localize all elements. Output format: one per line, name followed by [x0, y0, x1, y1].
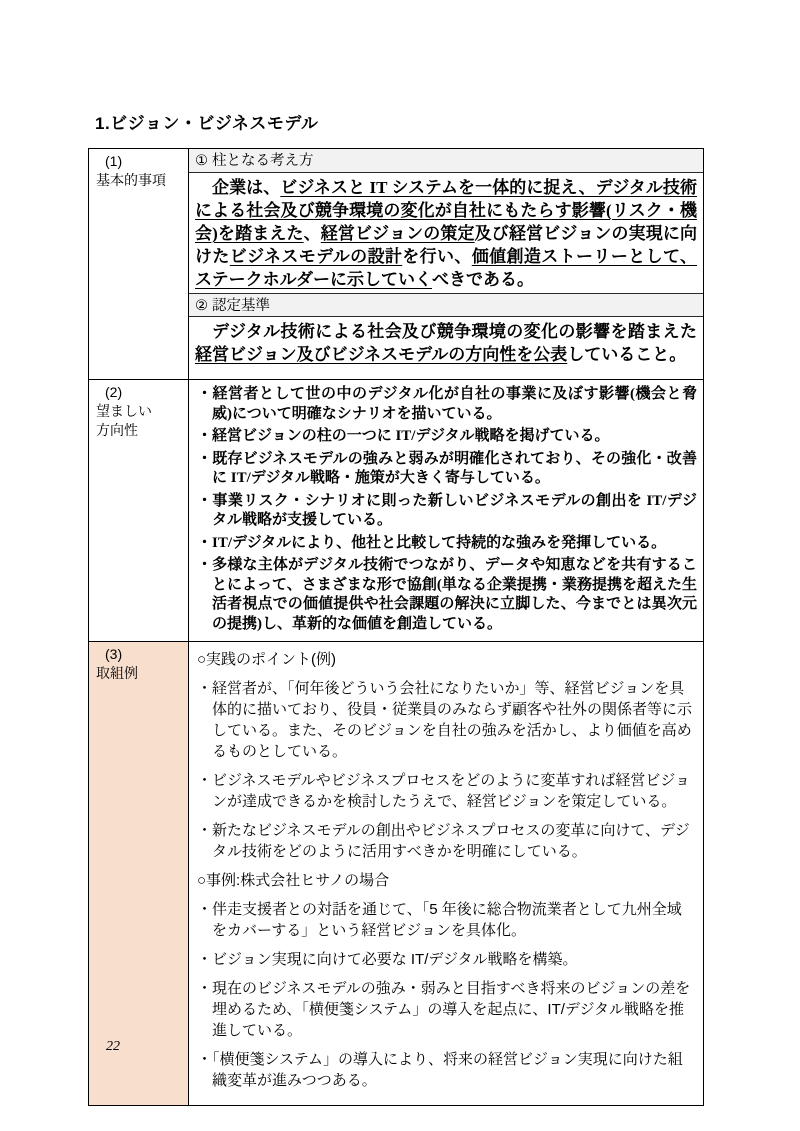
section-heading: ○事例:株式会社ヒサノの場合 — [197, 872, 390, 889]
bullet-item: ・多様な主体がデジタル技術でつながり、データや知恵などを共有することによって、さまざまな形で協創(単なる企業提携・業務提携を超えた生活者視点での価値提供や社会課題の解決に立脚した、今までとは異次元の提携)し、革新的な価値を創造している。 — [197, 557, 697, 632]
bullet-item: ・経営ビジョンの柱の一つに IT/デジタル戦略を掲げている。 — [197, 428, 610, 444]
bullet-item: ・経営者が、「何年後どういう会社になりたいか」等、経営ビジョンを具体的に描いており、役員・従業員のみならず顧客や社外の関係者等に示している。また、そのビジョンを自社の強みを活かし、より価値を高めるものとしている。 — [197, 680, 693, 760]
desirable-direction-content — [189, 380, 703, 641]
certification-criteria-body — [189, 317, 703, 379]
table-row-initiative-examples — [89, 641, 703, 1105]
bullet-item: ・経営者として世の中のデジタル化が自社の事業に及ぼす影響(機会と脅威)について明確なシナリオを描いている。 — [197, 386, 697, 422]
row-label-desirable-direction — [89, 380, 189, 641]
core-concept-paragraph — [195, 176, 697, 291]
row-label-initiative-examples — [89, 642, 189, 1105]
row-label-number: (1) — [105, 153, 123, 169]
underlined-text: ビジネスと IT システムを一体的に捉え、デジタル技術による社会及び競争環境の変化が自社にもたらす影響(リスク・機会)を踏まえた — [195, 178, 698, 243]
row-label-text: 基本的事項 — [96, 172, 166, 188]
table-row-basic-matters — [89, 149, 703, 379]
subheader-certification-criteria: ② 認定基準 — [189, 293, 703, 317]
plain-text: 、 — [303, 224, 321, 243]
bullet-item: ・既存ビジネスモデルの強みと弱みが明確化されており、その強化・改善に IT/デジタル戦略・施策が大きく寄与している。 — [197, 450, 697, 486]
bullet-item: ・事業リスク・シナリオに則った新しいビジネスモデルの創出を IT/デジタル戦略が支援している。 — [197, 492, 697, 528]
initiative-examples-list — [189, 642, 703, 1105]
row-label-text: 方向性 — [96, 422, 138, 438]
underlined-text: 経営ビジョン及びビジネスモデルの方向性を公表 — [195, 345, 568, 364]
row-label-text: 取組例 — [96, 665, 138, 681]
underlined-text: 経営ビジョンの策定 — [320, 224, 475, 243]
plain-text: 及び経営ビジョンの実現に向けた — [195, 224, 697, 266]
initiative-examples-content — [189, 642, 703, 1105]
bullet-item: ・ビジネスモデルやビジネスプロセスをどのように変革すれば経営ビジョンが達成できるかを検討したうえで、経営ビジョンを策定している。 — [197, 772, 691, 810]
criteria-table — [88, 148, 704, 1106]
row-label-number: (3) — [105, 646, 123, 662]
plain-text: べきである。 — [431, 270, 534, 289]
plain-text: を行い、 — [402, 247, 472, 266]
plain-text: 企業は、 — [212, 178, 281, 197]
core-concept-body — [189, 173, 703, 293]
page-title: 1.ビジョン・ビジネスモデル — [95, 114, 319, 133]
bullet-item: ・新たなビジネスモデルの創出やビジネスプロセスの変革に向けて、デジタル技術をどのように活用すべきかを明確にしている。 — [197, 822, 690, 860]
bullet-item: ・伴走支援者との対話を通じて、「5 年後に総合物流業者として九州全域をカバーする」という経営ビジョンを具体化。 — [197, 901, 682, 939]
row-label-text: 望ましい — [96, 403, 152, 419]
underlined-text: ビジネスモデルの設計 — [229, 247, 403, 266]
bullet-item: ・現在のビジネスモデルの強み・弱みと目指すべき将来のビジョンの差を埋めるため、「横便箋システム」の導入を起点に、IT/デジタル戦略を推進している。 — [197, 980, 691, 1039]
plain-text: デジタル技術による社会及び競争環境の変化の影響を踏まえた — [212, 322, 697, 341]
certification-criteria-paragraph — [195, 320, 697, 366]
row-label-number: (2) — [105, 384, 123, 400]
section-heading: ○実践のポイント(例) — [197, 651, 337, 668]
bullet-item: ・IT/デジタルにより、他社と比較して持続的な強みを発揮している。 — [197, 534, 667, 551]
underlined-text: 価値創造ストーリーとして、ステークホルダーに示していく — [195, 247, 698, 289]
desirable-direction-bullet-list — [189, 380, 703, 641]
bullet-item: ・「横便箋システム」の導入により、将来の経営ビジョン実現に向けた組織変革が進みつつある。 — [197, 1051, 683, 1089]
table-row-desirable-direction — [89, 379, 703, 641]
plain-text: していること。 — [567, 345, 687, 364]
basic-matters-content — [189, 149, 703, 379]
row-label-basic-matters — [89, 149, 189, 379]
page-number: 22 — [106, 1039, 120, 1054]
subheader-core-concept: ① 柱となる考え方 — [189, 149, 703, 173]
bullet-item: ・ビジョン実現に向けて必要な IT/デジタル戦略を構築。 — [197, 951, 578, 968]
